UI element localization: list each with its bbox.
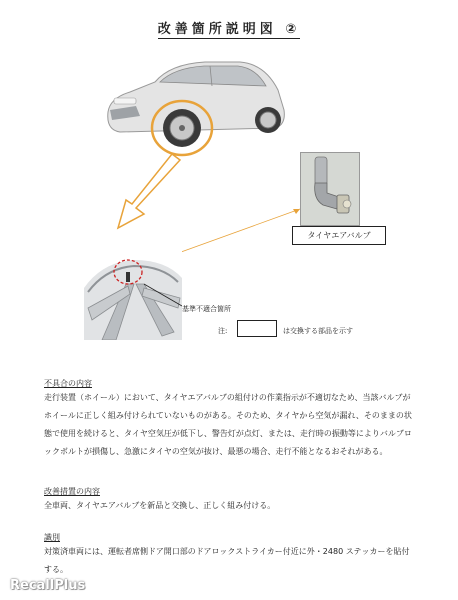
- page-title-text: 改善箇所説明図 ②: [157, 22, 301, 37]
- car-illustration: [100, 50, 290, 160]
- watermark-logo: RecallPlus: [10, 578, 86, 593]
- section-body-remedy: 全車両、タイヤエアバルブを新品と交換し、正しく組み付ける。: [44, 501, 276, 510]
- wheel-closeup: [82, 248, 182, 340]
- valve-label: タイヤエアバルブ: [292, 226, 386, 245]
- section-heading-defect: 不具合の内容: [44, 379, 92, 388]
- section-body-identification: 対策済車両には、運転者席側ドア開口部のドアロックストライカー付近に外・2480 ステッカーを貼付する。: [44, 547, 410, 574]
- defect-location-label: 基準不適合箇所: [182, 305, 231, 313]
- note-legend-box: [237, 320, 277, 337]
- note-prefix: 注:: [218, 327, 228, 335]
- note-text: は交換する部品を示す: [283, 327, 353, 335]
- section-body-defect: 走行装置（ホイール）において、タイヤエアバルブの組付けの作業指示が不適切なため、当該バルブがホイールに正しく組み付けられていないものがある。そのため、タイヤから空気が漏れ、そのままの状態で使用を続けると、タイヤ空気圧が低下し、警告灯が点灯、または、走行時の振動等によりバルブロックボルトが損傷し、急激にタイヤの空気が抜け、最悪の場合、走行不能となるおそれがある。: [44, 393, 412, 456]
- section-heading-remedy: 改善措置の内容: [44, 487, 100, 496]
- section-heading-identification: 識別: [44, 533, 60, 542]
- page-title: [0, 18, 458, 37]
